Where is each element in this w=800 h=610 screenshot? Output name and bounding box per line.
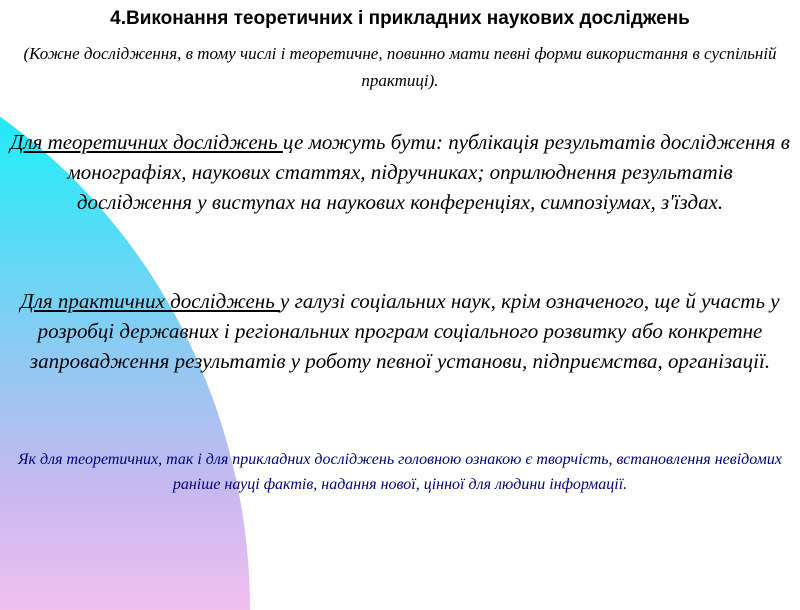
theoretical-research-text: це можуть бути: публікація результатів дослідження в монографіях, наукових статтях, підручниках; оприлюднення результатів дослідження у виступах на наукових конференціях, симпозіумах, з'їздах. (67, 130, 790, 214)
slide-title: 4.Виконання теоретичних і прикладних наукових досліджень (110, 8, 690, 29)
practical-research-text: у галузі соціальних наук, крім означеного, ще й участь у розробці державних і регіональних програм соціального розвитку або конкретне запровадження результатів у роботу певної установи, підприємства, організації. (29, 289, 780, 373)
practical-research-paragraph (10, 286, 790, 376)
conclusion-paragraph: Як для теоретичних, так і для прикладних досліджень головною ознакою є творчість, встановлення невідомих раніше науці фактів, надання нової, цінної для людини інформації. (18, 451, 782, 493)
theoretical-research-paragraph (10, 127, 790, 217)
slide-subtitle: (Кожне дослідження, в тому числі і теоретичне, повинно мати певні форми використання в суспільній практиці). (23, 44, 777, 90)
practical-research-lead: Для практичних досліджень (20, 289, 281, 313)
theoretical-research-lead: Для теоретичних досліджень (10, 130, 283, 154)
